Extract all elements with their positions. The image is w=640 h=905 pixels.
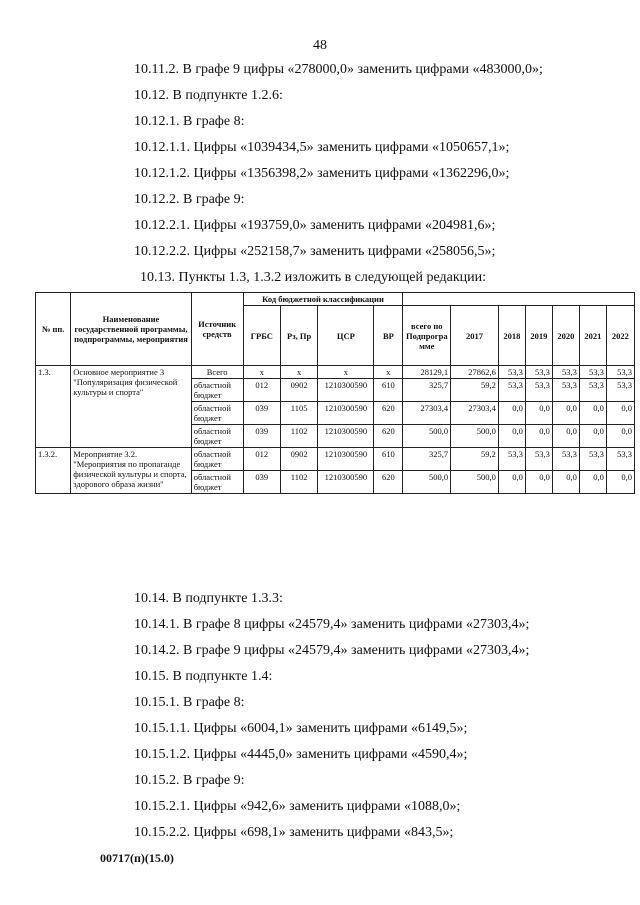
row-num: 1.3.2. bbox=[36, 448, 71, 494]
col-header-2020: 2020 bbox=[552, 306, 579, 366]
budget-table bbox=[35, 292, 635, 494]
text-line: 10.12.2. В графе 9: bbox=[134, 192, 245, 207]
row-2018: 0,0 bbox=[498, 402, 525, 425]
text-line: 10.12. В подпункте 1.2.6: bbox=[134, 88, 283, 103]
row-num: 1.3. bbox=[36, 366, 71, 448]
row-rzpr: х bbox=[280, 366, 317, 379]
col-header-2022: 2022 bbox=[606, 306, 634, 366]
row-2019: 53,3 bbox=[525, 379, 552, 402]
row-name: Основное мероприятие 3 "Популяризация физической культуры и спорта" bbox=[71, 366, 191, 448]
row-2021: 53,3 bbox=[579, 379, 606, 402]
row-vr: 610 bbox=[374, 448, 403, 471]
row-2020: 53,3 bbox=[552, 379, 579, 402]
row-2021: 0,0 bbox=[579, 425, 606, 448]
text-line: 10.15. В подпункте 1.4: bbox=[134, 669, 273, 684]
row-rzpr: 1102 bbox=[280, 425, 317, 448]
row-rzpr: 0902 bbox=[280, 448, 317, 471]
row-source: Всего bbox=[191, 366, 243, 379]
row-vr: 610 bbox=[374, 379, 403, 402]
text-line: 10.11.2. В графе 9 цифры «278000,0» заменить цифрами «483000,0»; bbox=[134, 62, 543, 77]
row-vr: х bbox=[374, 366, 403, 379]
row-name: Мероприятие 3.2. "Мероприятия по пропаганде физической культуры и спорта, здорового образа жизни" bbox=[71, 448, 191, 494]
row-source: областной бюджет bbox=[191, 402, 243, 425]
row-vr: 620 bbox=[374, 425, 403, 448]
row-2020: 53,3 bbox=[552, 366, 579, 379]
col-header-grbs: ГРБС bbox=[243, 306, 280, 366]
row-source: областной бюджет bbox=[191, 448, 243, 471]
row-grbs: 012 bbox=[243, 379, 280, 402]
row-2017: 500,0 bbox=[451, 471, 499, 494]
col-header-num: № пп. bbox=[36, 293, 71, 366]
row-csr: х bbox=[318, 366, 374, 379]
row-grbs: 039 bbox=[243, 425, 280, 448]
row-csr: 1210300590 bbox=[318, 402, 374, 425]
row-csr: 1210300590 bbox=[318, 471, 374, 494]
row-2018: 53,3 bbox=[498, 366, 525, 379]
row-rzpr: 1105 bbox=[280, 402, 317, 425]
text-line: 10.12.1.1. Цифры «1039434,5» заменить цифрами «1050657,1»; bbox=[134, 140, 510, 155]
row-2021: 53,3 bbox=[579, 448, 606, 471]
row-grbs: х bbox=[243, 366, 280, 379]
text-line: 10.15.1.1. Цифры «6004,1» заменить цифрами «6149,5»; bbox=[134, 721, 468, 736]
text-line: 10.12.1. В графе 8: bbox=[134, 114, 245, 129]
row-2019: 53,3 bbox=[525, 366, 552, 379]
row-rzpr: 0902 bbox=[280, 379, 317, 402]
row-grbs: 012 bbox=[243, 448, 280, 471]
row-total: 500,0 bbox=[403, 425, 451, 448]
row-2022: 0,0 bbox=[606, 471, 634, 494]
row-csr: 1210300590 bbox=[318, 379, 374, 402]
row-2021: 0,0 bbox=[579, 402, 606, 425]
row-2019: 0,0 bbox=[525, 471, 552, 494]
row-2019: 53,3 bbox=[525, 448, 552, 471]
row-vr: 620 bbox=[374, 471, 403, 494]
col-header-years-group bbox=[403, 293, 635, 306]
text-line: 10.12.2.2. Цифры «252158,7» заменить цифрами «258056,5»; bbox=[134, 244, 496, 259]
text-line: 10.15.2. В графе 9: bbox=[134, 773, 245, 788]
row-2018: 53,3 bbox=[498, 448, 525, 471]
row-rzpr: 1102 bbox=[280, 471, 317, 494]
row-total: 500,0 bbox=[403, 471, 451, 494]
col-header-vr: ВР bbox=[374, 306, 403, 366]
row-2019: 0,0 bbox=[525, 402, 552, 425]
row-grbs: 039 bbox=[243, 471, 280, 494]
row-2018: 53,3 bbox=[498, 379, 525, 402]
col-header-name: Наименование государственной программы, подпрограммы, мероприятия bbox=[71, 293, 191, 366]
text-line: 10.15.1.2. Цифры «4445,0» заменить цифрами «4590,4»; bbox=[134, 747, 468, 762]
table-row bbox=[36, 448, 635, 471]
row-2020: 53,3 bbox=[552, 448, 579, 471]
col-header-rzpr: Рз, Пр bbox=[280, 306, 317, 366]
row-2017: 500,0 bbox=[451, 425, 499, 448]
text-line: 10.15.2.2. Цифры «698,1» заменить цифрами «843,5»; bbox=[134, 825, 454, 840]
text-line: 10.15.2.1. Цифры «942,6» заменить цифрами «1088,0»; bbox=[134, 799, 461, 814]
row-2021: 53,3 bbox=[579, 366, 606, 379]
col-header-total: всего по Подпрограмме bbox=[403, 306, 451, 366]
text-line: 10.14.1. В графе 8 цифры «24579,4» заменить цифрами «27303,4»; bbox=[134, 617, 530, 632]
row-2021: 0,0 bbox=[579, 471, 606, 494]
row-source: областной бюджет bbox=[191, 425, 243, 448]
col-header-2021: 2021 bbox=[579, 306, 606, 366]
row-2018: 0,0 bbox=[498, 425, 525, 448]
row-2022: 0,0 bbox=[606, 402, 634, 425]
document-code: 00717(п)(15.0) bbox=[100, 851, 174, 865]
row-2018: 0,0 bbox=[498, 471, 525, 494]
row-2020: 0,0 bbox=[552, 402, 579, 425]
row-2017: 27862,6 bbox=[451, 366, 499, 379]
col-header-2019: 2019 bbox=[525, 306, 552, 366]
table-row bbox=[36, 366, 635, 379]
row-2020: 0,0 bbox=[552, 425, 579, 448]
text-line: 10.12.1.2. Цифры «1356398,2» заменить цифрами «1362296,0»; bbox=[134, 166, 510, 181]
text-line: 10.15.1. В графе 8: bbox=[134, 695, 245, 710]
text-line: 10.12.2.1. Цифры «193759,0» заменить цифрами «204981,6»; bbox=[134, 218, 496, 233]
row-2017: 27303,4 bbox=[451, 402, 499, 425]
col-header-2017: 2017 bbox=[451, 306, 499, 366]
row-vr: 620 bbox=[374, 402, 403, 425]
row-total: 325,7 bbox=[403, 448, 451, 471]
col-header-2018: 2018 bbox=[498, 306, 525, 366]
row-total: 28129,1 bbox=[403, 366, 451, 379]
text-line: 10.14.2. В графе 9 цифры «24579,4» заменить цифрами «27303,4»; bbox=[134, 643, 530, 658]
row-total: 325,7 bbox=[403, 379, 451, 402]
row-csr: 1210300590 bbox=[318, 425, 374, 448]
page-number: 48 bbox=[313, 38, 327, 53]
text-line: 10.14. В подпункте 1.3.3: bbox=[134, 591, 283, 606]
row-total: 27303,4 bbox=[403, 402, 451, 425]
row-2017: 59,2 bbox=[451, 448, 499, 471]
row-2022: 53,3 bbox=[606, 379, 634, 402]
row-2020: 0,0 bbox=[552, 471, 579, 494]
col-header-source: Источник средств bbox=[191, 293, 243, 366]
row-2017: 59,2 bbox=[451, 379, 499, 402]
row-csr: 1210300590 bbox=[318, 448, 374, 471]
row-source: областной бюджет bbox=[191, 471, 243, 494]
row-2022: 53,3 bbox=[606, 448, 634, 471]
col-header-csr: ЦСР bbox=[318, 306, 374, 366]
col-header-budget-code: Код бюджетной классификации bbox=[243, 293, 403, 306]
text-line: 10.13. Пункты 1.3, 1.3.2 изложить в следующей редакции: bbox=[140, 270, 487, 285]
row-source: областной бюджет bbox=[191, 379, 243, 402]
row-2019: 0,0 bbox=[525, 425, 552, 448]
row-2022: 0,0 bbox=[606, 425, 634, 448]
row-grbs: 039 bbox=[243, 402, 280, 425]
row-2022: 53,3 bbox=[606, 366, 634, 379]
